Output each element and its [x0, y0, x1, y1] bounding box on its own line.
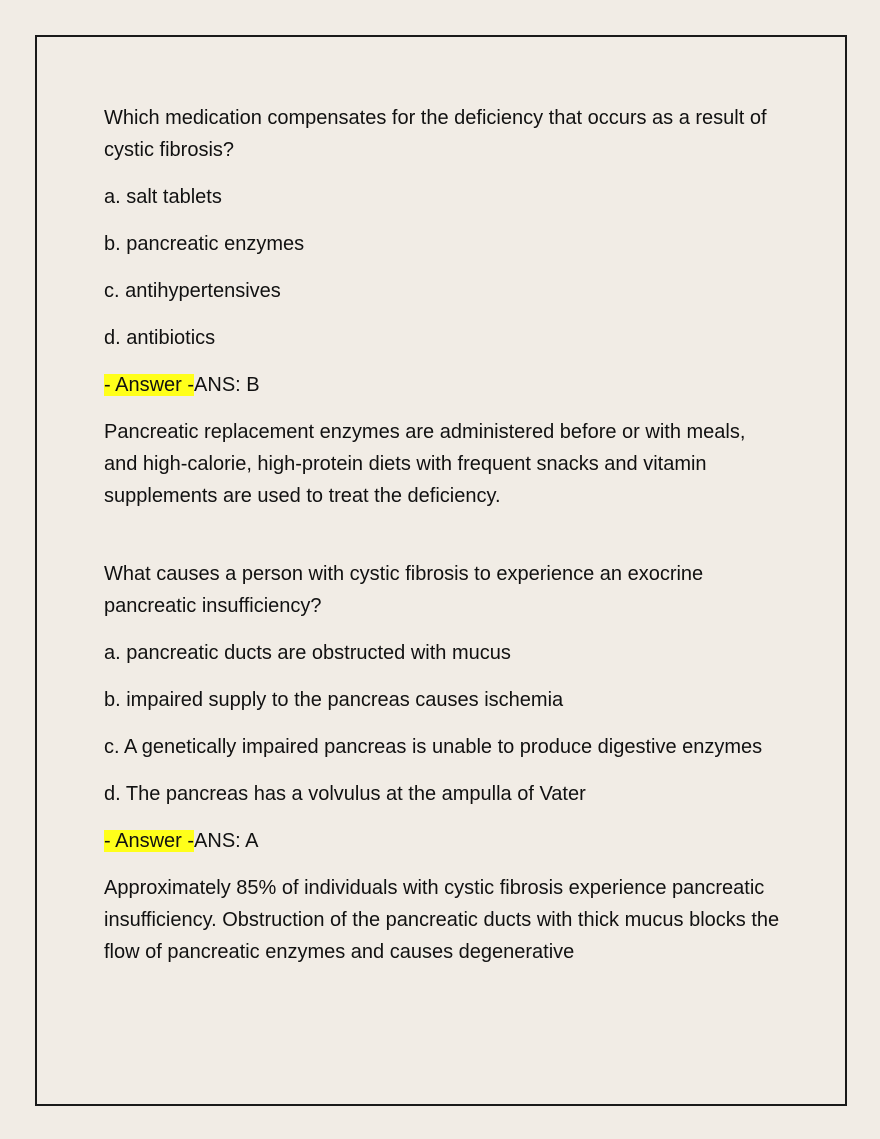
- question-1-option-c: c. antihypertensives: [104, 280, 281, 302]
- question-2: What causes a person with cystic fibrosis to experience an exocrine pancreatic insufficiency?: [104, 563, 704, 617]
- question-1-option-d: d. antibiotics: [104, 327, 216, 349]
- question-2-rationale: Approximately 85% of individuals with cystic fibrosis experience pancreatic insufficiency. Obstruction of the pancreatic ducts with thick mucus blocks the flow of pancreatic enzymes and causes degenerative: [104, 877, 780, 963]
- question-2-answer-line: [104, 825, 784, 857]
- question-1-answer: ANS: B: [194, 374, 260, 396]
- answer-highlight: - Answer -: [104, 374, 195, 396]
- question-1-answer-line: [104, 369, 784, 401]
- answer-highlight: - Answer -: [104, 830, 195, 852]
- question-1: Which medication compensates for the deficiency that occurs as a result of cystic fibrosis?: [104, 107, 767, 161]
- question-spacer: [104, 527, 784, 558]
- question-2-option-a: a. pancreatic ducts are obstructed with mucus: [104, 642, 511, 664]
- question-1-rationale: Pancreatic replacement enzymes are administered before or with meals, and high-calorie, high-protein diets with frequent snacks and vitamin supplements are used to treat the deficiency.: [104, 421, 746, 507]
- question-2-option-c: c. A genetically impaired pancreas is unable to produce digestive enzymes: [104, 736, 763, 758]
- document-content: [104, 102, 784, 983]
- question-2-option-b: b. impaired supply to the pancreas causes ischemia: [104, 689, 564, 711]
- question-1-option-a: a. salt tablets: [104, 186, 222, 208]
- question-2-answer: ANS: A: [194, 830, 259, 852]
- question-2-option-d: d. The pancreas has a volvulus at the ampulla of Vater: [104, 783, 586, 805]
- question-1-option-b: b. pancreatic enzymes: [104, 233, 305, 255]
